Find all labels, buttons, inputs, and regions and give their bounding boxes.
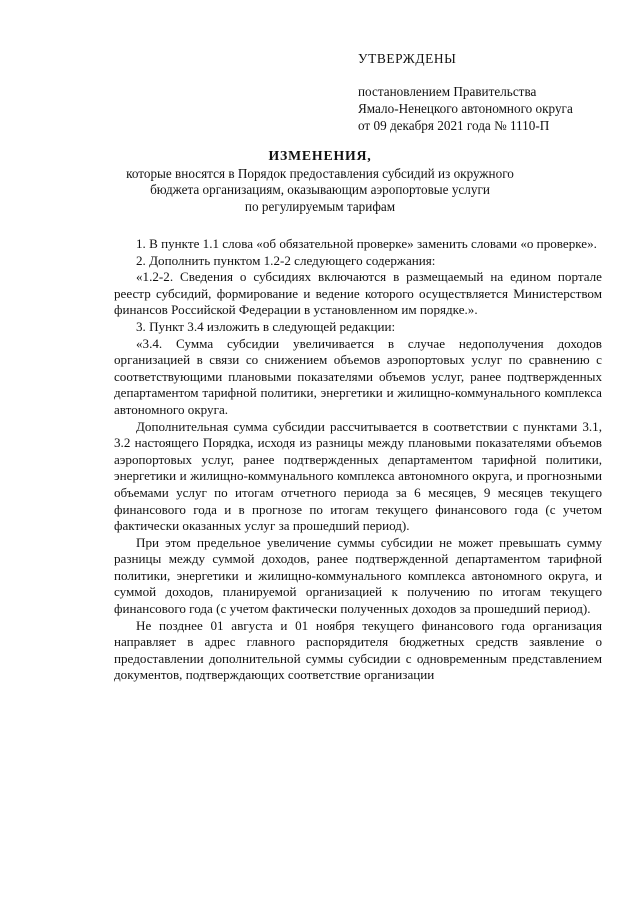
approval-line: Ямало-Ненецкого автономного округа (358, 101, 573, 116)
heading-line: которые вносятся в Порядок предоставления субсидий из окружного (126, 165, 514, 181)
approval-line: от 09 декабря 2021 года № 1110-П (358, 118, 550, 133)
heading-line: по регулируемым тарифам (244, 198, 396, 214)
paragraph: При этом предельное увеличение суммы субсидии не может превышать сумму разницы между суммой доходов, ранее подтвержденной департаментом тарифной политики, энергетики и жилищно-коммунального комплекса автономного округа, и суммой доходов, планируемой организацией к получению по итогам текущего финансового года (с учетом фактически полученных доходов за прошедший период). (114, 534, 602, 617)
paragraph: «3.4. Сумма субсидии увеличивается в случае недополучения доходов организацией в связи со снижением объемов аэропортовых услуг по сравнению с соответствующими плановыми показателями объемов услуг, ранее подтвержденных департаментом тарифной политики, энергетики и жилищно-коммунального комплекса автономного округа. (114, 335, 602, 417)
approval-heading: УТВЕРЖДЕНЫ (358, 51, 457, 66)
paragraph: 2. Дополнить пунктом 1.2-2 следующего содержания: (136, 252, 436, 268)
document-body (114, 236, 602, 684)
approval-line: постановлением Правительства (358, 84, 537, 99)
paragraph: «1.2-2. Сведения о субсидиях включаются в размещаемый на едином портале реестр субсидий, формирование и ведение которого осуществляется Министерством финансов Российской Федерации в установленном им порядке.». (114, 269, 602, 318)
document-heading (100, 148, 540, 215)
approval-block (358, 50, 618, 134)
paragraph: Дополнительная сумма субсидии рассчитывается в соответствии с пунктами 3.1, 3.2 настоящего Порядка, исходя из разницы между плановыми показателями объемов аэропортовых услуг, ранее подтвержденных департаментом тарифной политики, энергетики и жилищно-коммунального комплекса автономного округа, и прогнозными объемами услуг по итогам отчетного периода за 6 месяцев, 9 месяцев текущего финансового года и в прогнозе по итогам текущего финансового года (с учетом фактически оказанных услуг за прошедший период). (114, 418, 602, 534)
document-title: ИЗМЕНЕНИЯ, (268, 148, 372, 163)
paragraph: 3. Пункт 3.4 изложить в следующей редакции: (136, 318, 396, 334)
paragraph: Не позднее 01 августа и 01 ноября текущего финансового года организация направляет в адрес главного распорядителя бюджетных средств заявление о предоставлении дополнительной суммы субсидии с одновременным представлением документов, подтверждающих соответствие организации (114, 617, 602, 683)
paragraph: 1. В пункте 1.1 слова «об обязательной проверке» заменить словами «о проверке». (136, 236, 597, 251)
heading-line: бюджета организациям, оказывающим аэропортовые услуги (150, 182, 490, 197)
